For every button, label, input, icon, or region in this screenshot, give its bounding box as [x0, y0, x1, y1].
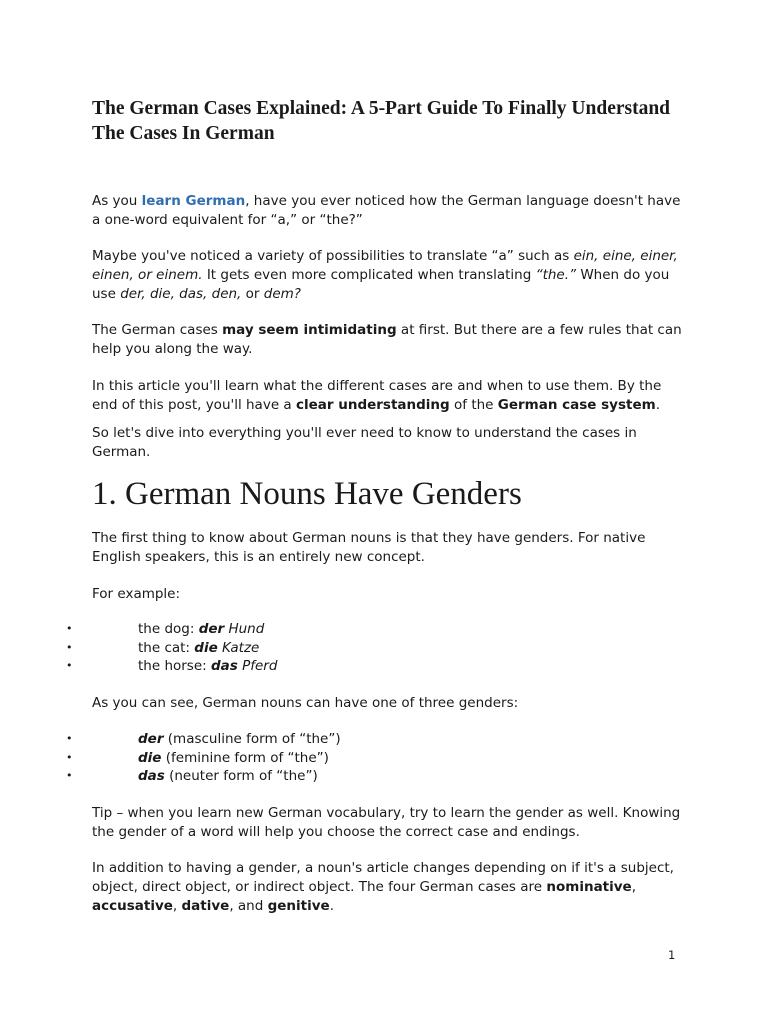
example-article: die: [194, 639, 218, 656]
list-item: [66, 730, 692, 749]
intro-paragraph-2: [92, 247, 682, 304]
bullet-icon: •: [66, 732, 73, 745]
list-item: [66, 657, 692, 676]
list-item: [66, 767, 692, 786]
intro-bold: may seem intimidating: [222, 322, 397, 338]
example-noun: Hund: [228, 621, 265, 637]
intro-text: When do you use: [92, 267, 670, 302]
intro-paragraph-5: So let's dive into everything you'll ever need to know to understand the cases in German.: [92, 425, 637, 460]
list-item-text: [138, 749, 329, 768]
intro-italic: ein, eine, einer, einen, or einem.: [92, 248, 678, 283]
example-article: der: [198, 621, 225, 637]
list-item: [66, 639, 692, 658]
tip-paragraph: Tip – when you learn new German vocabulary, try to learn the gender as well. Knowing the gender of a word will help you choose the correct case and endings.: [92, 805, 681, 840]
intro-text: The German cases: [92, 322, 223, 338]
examples-list: [66, 620, 692, 676]
intro-text: , have you ever noticed how the German language doesn't have a one-word equivalent for “a,” or “the?”: [92, 193, 681, 228]
section-paragraph-1: The first thing to know about German nouns is that they have genders. For native English speakers, this is an entirely new concept.: [92, 530, 646, 565]
intro-paragraph-3: [92, 321, 682, 359]
intro-paragraph-1: [92, 192, 682, 230]
intro-text: or: [241, 286, 264, 302]
section-paragraph-5: [92, 859, 682, 916]
section-text: In addition to having a gender, a noun's article changes depending on if it's a subject, object, direct object, or indirect object. The four German cases are: [92, 860, 674, 895]
intro-text: of the: [449, 397, 498, 413]
learn-german-link[interactable]: learn German: [141, 193, 246, 209]
intro-paragraph-4: [92, 377, 682, 415]
intro-italic: dem?: [263, 286, 301, 302]
case-nominative: nominative: [546, 879, 632, 895]
intro-text: As you: [92, 193, 142, 209]
separator: , and: [229, 898, 268, 914]
gender-article: die: [138, 749, 162, 766]
bullet-icon: •: [66, 622, 73, 635]
section-heading: 1. German Nouns Have Genders: [92, 476, 522, 512]
separator: ,: [172, 898, 182, 914]
intro-bold: German case system: [497, 397, 656, 413]
list-item: [66, 620, 692, 639]
example-noun: Katze: [222, 639, 260, 656]
article-title: The German Cases Explained: A 5-Part Guide To Finally Understand The Cases In German: [92, 98, 671, 144]
gender-article: der: [138, 731, 164, 747]
case-genitive: genitive: [267, 898, 330, 914]
genders-list: [66, 730, 692, 786]
gender-desc: (neuter form of “the”): [164, 768, 318, 784]
intro-text: It gets even more complicated when translating: [202, 267, 536, 283]
intro-text: at first. But there are a few rules that can help you along the way.: [92, 322, 682, 357]
intro-bold: clear understanding: [295, 397, 450, 413]
section-paragraph-2: For example:: [92, 586, 181, 602]
bullet-icon: •: [66, 769, 73, 782]
page-number: 1: [668, 948, 676, 962]
list-item-text: [138, 767, 318, 786]
example-prefix: the horse:: [138, 658, 211, 674]
example-prefix: the dog:: [138, 621, 199, 637]
bullet-icon: •: [66, 640, 73, 654]
intro-text: In this article you'll learn what the different cases are and when to use them. By the end of this post, you'll have a: [92, 378, 662, 413]
case-dative: dative: [181, 898, 230, 914]
example-article: das: [211, 658, 238, 674]
bullet-icon: •: [66, 750, 73, 764]
list-item-text: [138, 620, 264, 639]
example-noun: Pferd: [242, 658, 278, 674]
list-item-text: [138, 639, 259, 658]
intro-italic: “the.”: [535, 267, 577, 283]
example-prefix: the cat:: [138, 639, 195, 656]
gender-article: das: [138, 768, 165, 784]
case-accusative: accusative: [92, 898, 173, 914]
gender-desc: (feminine form of “the”): [161, 749, 329, 766]
list-item-text: [138, 730, 341, 749]
gender-desc: (masculine form of “the”): [163, 731, 341, 747]
intro-italic: der, die, das, den,: [120, 286, 242, 302]
separator: ,: [631, 879, 637, 895]
list-item-text: [138, 657, 277, 676]
intro-text: Maybe you've noticed a variety of possibilities to translate “a” such as: [92, 248, 574, 264]
section-text: .: [329, 898, 335, 914]
intro-text: .: [655, 397, 660, 413]
section-paragraph-3: As you can see, German nouns can have one of three genders:: [92, 695, 519, 711]
bullet-icon: •: [66, 659, 73, 672]
list-item: [66, 749, 692, 768]
